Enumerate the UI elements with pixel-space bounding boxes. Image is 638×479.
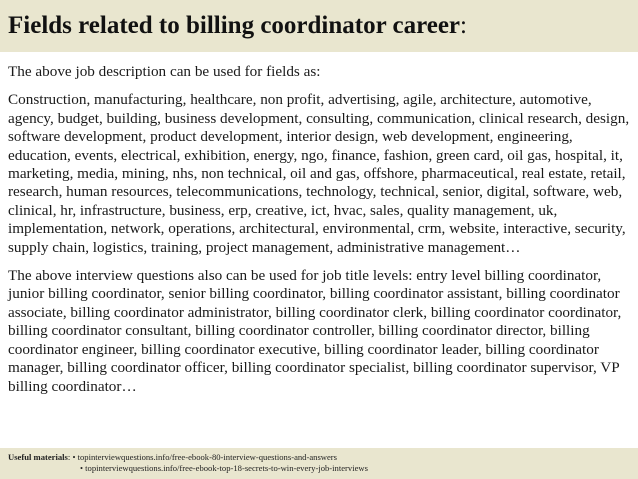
footer-label: Useful materials bbox=[8, 452, 68, 462]
job-levels-list: The above interview questions also can be used for job title levels: entry level billing coordinator, junior billing coordinator, senior billing coordinator, billing coordinator assistant, billing coordinator associate, billing coordinator administrator, billing coordinator clerk, billing coordinator coordinator, billing coordinator consultant, billing coordinator controller, billing coordinator director, billing coordinator engineer, billing coordinator executive, billing coordinator leader, billing coordinator manager, billing coordinator officer, billing coordinator specialist, billing coordinator supervisor, VP billing coordinator… bbox=[8, 267, 622, 395]
fields-list: Construction, manufacturing, healthcare, non profit, advertising, agile, architecture, automotive, agency, budget, building, business development, consulting, communication, clinical research, design, software development, product development, interior design, web development, engineering, education, events, electrical, exhibition, energy, ngo, finance, fashion, green card, oil gas, hospital, it, marketing, media, mining, nhs, non technical, oil and gas, offshore, pharmaceutical, real estate, retail, research, human resources, telecommunications, technology, technical, senior, digital, software, web, clinical, hr, infrastructure, business, erp, creative, ict, hvac, sales, quality management, uk, implementation, network, operations, architectural, environmental, crm, website, interactive, security, supply chain, logistics, training, project management, administrative management… bbox=[8, 91, 630, 256]
intro-text: The above job description can be used for fields as: bbox=[8, 63, 321, 80]
body-text bbox=[8, 63, 636, 396]
footer-link-2[interactable]: • topinterviewquestions.info/free-ebook-top-18-secrets-to-win-every-job-interviews bbox=[80, 462, 368, 473]
footer-row-1 bbox=[8, 452, 368, 463]
title-colon: : bbox=[460, 12, 467, 39]
page-title bbox=[8, 11, 467, 41]
title-text: Fields related to billing coordinator career bbox=[8, 12, 461, 39]
footer-row-2 bbox=[8, 463, 368, 474]
footer-link-1[interactable]: • topinterviewquestions.info/free-ebook-80-interview-questions-and-answers bbox=[72, 452, 338, 462]
footer-separator: : bbox=[67, 452, 71, 462]
footer bbox=[8, 452, 368, 473]
